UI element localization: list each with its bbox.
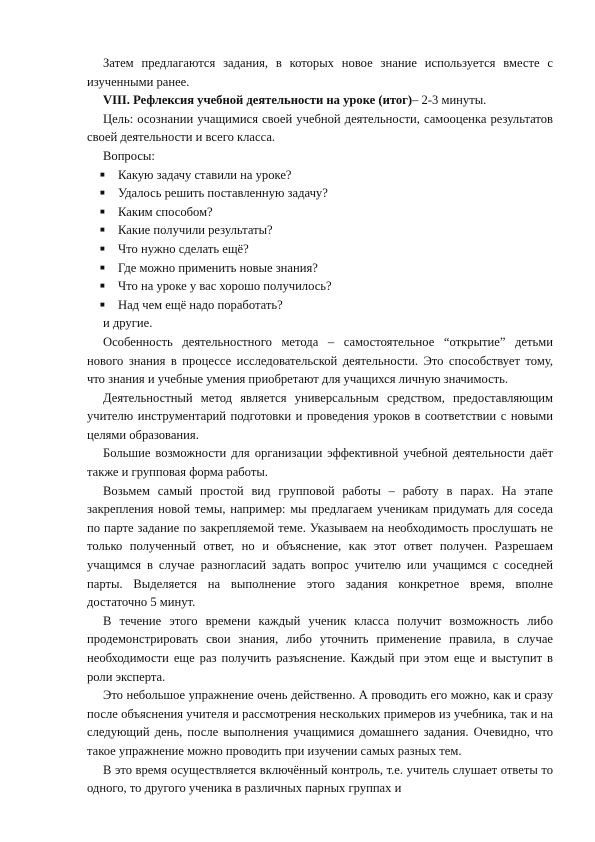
- intro-paragraph: Затем предлагаются задания, в которых новое знание используется вместе с изученными ранее.: [87, 56, 553, 89]
- questions-end: и другие.: [103, 316, 153, 331]
- bullet-icon: ■: [100, 188, 105, 198]
- bullet-icon: ■: [100, 262, 105, 272]
- list-item: [87, 277, 553, 296]
- question-text: Каким способом?: [118, 204, 213, 219]
- bullet-icon: ■: [100, 169, 105, 179]
- questions-label: Вопросы:: [103, 148, 155, 163]
- paragraph-control: В это время осуществляется включённый контроль, т.е. учитель слушает ответы то одного, то другого ученика в различных парных группах и: [87, 762, 553, 796]
- paragraph-method-universal: Деятельностный метод является универсальным средством, предоставляющим учителю инструментарий подготовки и проведения уроков в соответствии с новыми целями образования.: [87, 390, 553, 442]
- goal-paragraph: Цель: осознании учащимися своей учебной деятельности, самооценка результатов своей деятельности и всего класса.: [87, 111, 553, 145]
- list-item: [87, 221, 553, 240]
- list-item: [87, 259, 553, 278]
- bullet-icon: ■: [100, 281, 105, 291]
- question-text: Удалось решить поставленную задачу?: [118, 186, 328, 201]
- section-heading: [87, 91, 553, 110]
- paragraph-group-work: Большие возможности для организации эффективной учебной деятельности даёт также и групповая форма работы.: [87, 446, 553, 480]
- question-text: Над чем ещё надо поработать?: [118, 297, 283, 312]
- bullet-icon: ■: [100, 299, 105, 309]
- list-item: [87, 203, 553, 222]
- bullet-icon: ■: [100, 225, 105, 235]
- paragraph-during-time: В течение этого времени каждый ученик класса получит возможность либо продемонстрировать свои знания, либо уточнить применение правила, в случае необходимости еще раз получить разъяснение. Каждый при этом еще и выступит в роли эксперта.: [87, 613, 553, 684]
- question-text: Что нужно сделать ещё?: [118, 241, 249, 256]
- question-text: Где можно применить новые знания?: [118, 260, 318, 275]
- section-heading-time: – 2-3 минуты.: [412, 93, 487, 108]
- paragraph-pair-work: Возьмем самый простой вид групповой работы – работу в парах. На этапе закрепления новой темы, например: мы предлагаем ученикам придумать для соседа по парте задание по закрепляемой теме. Указываем на необходимость прослушать не только полученный ответ, но и объяснение, как этот ответ получен. Разрешаем учащимся в случае разногласий задать вопрос учителю или учащимся с соседней парты. Выделяется на выполнение этого задания конкретное время, вполне достаточно 5 минут.: [87, 483, 553, 610]
- section-heading-title: VIII. Рефлексия учебной деятельности на уроке (итог): [103, 93, 413, 108]
- bullet-icon: ■: [100, 206, 105, 216]
- list-item: [87, 296, 553, 315]
- question-text: Какую задачу ставили на уроке?: [118, 167, 292, 182]
- document-body: [87, 54, 553, 798]
- question-text: Что на уроке у вас хорошо получилось?: [118, 279, 332, 294]
- paragraph-exercise: Это небольшое упражнение очень действенно. А проводить его можно, как и сразу после объяснения учителя и рассмотрения нескольких примеров из учебника, так и на следующий день, после выполнения учащимися домашнего задания. Очевидно, что такое упражнение можно проводить при изучении самых разных тем.: [87, 688, 553, 758]
- list-item: [87, 184, 553, 203]
- list-item: [87, 166, 553, 185]
- list-item: [87, 240, 553, 259]
- question-text: Какие получили результаты?: [118, 223, 273, 238]
- questions-list: [87, 166, 553, 315]
- paragraph-method-feature: Особенность деятельностного метода – самостоятельное “открытие” детьми нового знания в процессе исследовательской деятельности. Это способствует тому, что знания и учебные умения приобретают для учащихся личную значимость.: [87, 334, 553, 387]
- bullet-icon: ■: [100, 243, 105, 253]
